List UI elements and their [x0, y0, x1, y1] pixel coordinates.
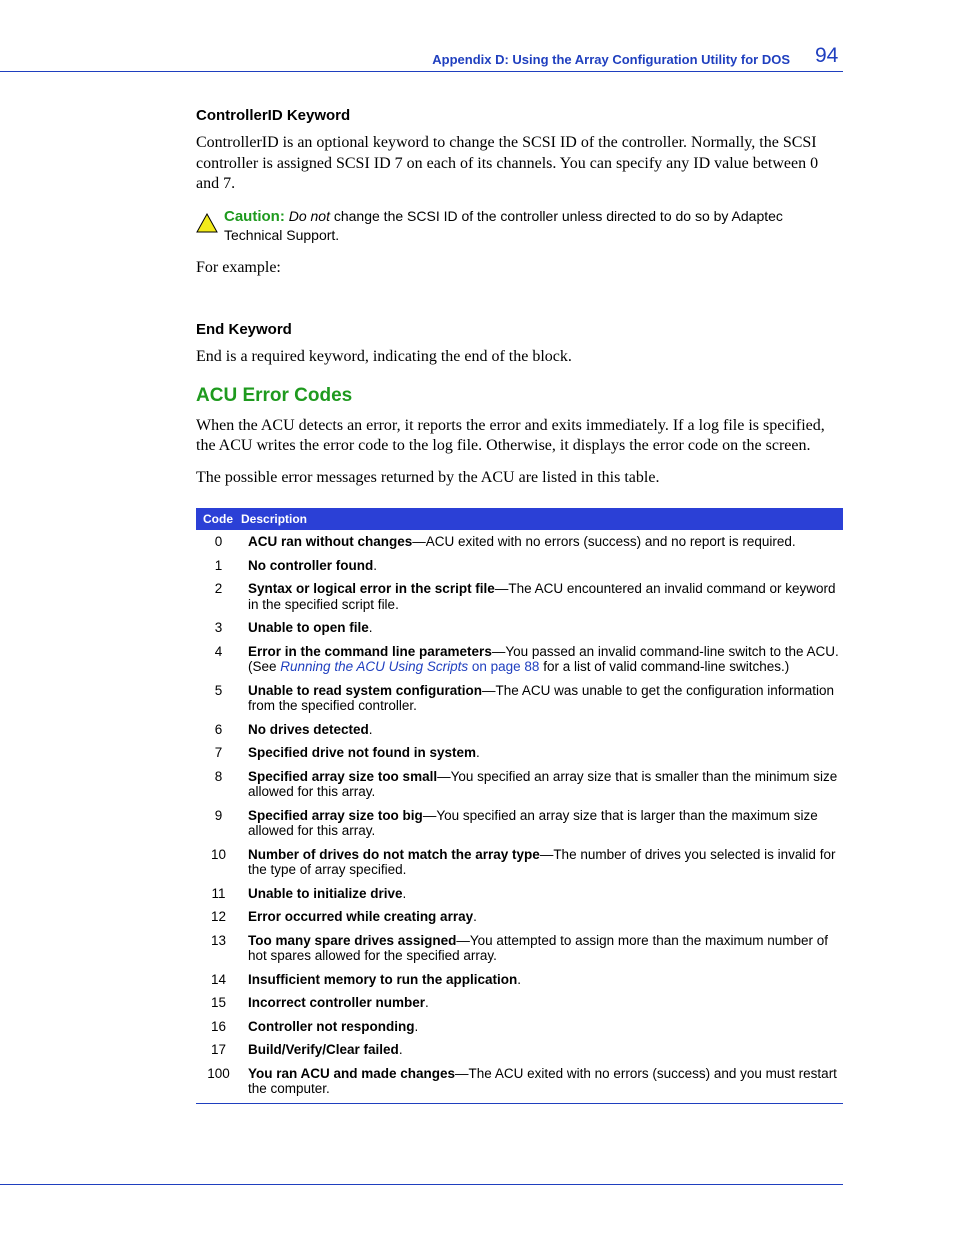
error-code: 0 — [214, 534, 223, 549]
error-title: Specified array size too big — [248, 807, 423, 823]
error-title: No controller found — [248, 557, 374, 573]
table-row — [196, 843, 843, 882]
caution-label: Caution: — [224, 207, 285, 225]
error-detail: . — [398, 1042, 403, 1057]
page-content — [196, 107, 843, 1104]
error-code: 100 — [196, 1062, 241, 1104]
error-detail: . — [476, 745, 480, 760]
error-title: Insufficient memory to run the application — [248, 971, 518, 987]
table-row — [196, 905, 843, 929]
column-header-code: Code — [196, 508, 241, 530]
error-detail: —The ACU was unable to get the configuration information from the specified controller. — [248, 682, 834, 713]
cross-reference-link[interactable] — [280, 659, 539, 674]
error-description — [241, 679, 843, 718]
error-detail: —The ACU exited with no errors (success) and you must restart the computer. — [248, 1065, 837, 1096]
table-row — [196, 718, 843, 742]
error-code: 13 — [210, 932, 227, 948]
table-row — [196, 1062, 843, 1104]
error-code: 2 — [214, 581, 223, 596]
error-detail: —The number of drives you selected is invalid for the type of array specified. — [248, 846, 836, 877]
error-title: Unable to open file — [248, 620, 369, 635]
error-detail: . — [517, 971, 522, 987]
caution-text: change the SCSI ID of the controller unless directed to do so by Adaptec Technical Support. — [224, 207, 783, 243]
error-code: 12 — [210, 909, 227, 924]
table-row — [196, 765, 843, 804]
error-description — [241, 929, 843, 968]
error-code: 8 — [214, 768, 223, 784]
error-description — [241, 843, 843, 882]
error-description — [241, 804, 843, 843]
error-detail: —You attempted to assign more than the maximum number of hot spares allowed for the specified array. — [248, 932, 829, 963]
error-codes-table — [196, 508, 843, 1104]
error-code: 16 — [210, 1018, 227, 1034]
error-detail: . — [402, 885, 407, 901]
error-title: Number of drives do not match the array type — [248, 846, 540, 862]
header-rule — [0, 71, 843, 72]
error-code: 11 — [211, 885, 226, 901]
error-code: 6 — [214, 721, 223, 737]
error-title: Error in the command line parameters — [248, 643, 492, 659]
error-description — [241, 1038, 843, 1062]
table-row — [196, 929, 843, 968]
error-title: Build/Verify/Clear failed — [248, 1042, 399, 1057]
error-code: 3 — [214, 620, 223, 635]
error-detail: . — [368, 620, 373, 635]
error-detail: —You specified an array size that is smaller than the minimum size allowed for this array. — [248, 768, 838, 799]
error-description — [241, 1062, 843, 1104]
error-code: 15 — [210, 995, 227, 1010]
error-title: Too many spare drives assigned — [248, 932, 457, 948]
error-title: Syntax or logical error in the script file — [248, 581, 495, 596]
caution-note — [196, 207, 843, 245]
error-detail: —You specified an array size that is larger than the maximum size allowed for this array. — [248, 807, 818, 838]
acu-error-codes-heading: ACU Error Codes — [196, 384, 353, 406]
table-row — [196, 1038, 843, 1062]
table-header-row — [196, 508, 843, 530]
error-title: Incorrect controller number — [248, 995, 426, 1010]
error-description — [241, 765, 843, 804]
table-row — [196, 577, 843, 616]
controllerid-paragraph: ControllerID is an optional keyword to change the SCSI ID of the controller. Normally, the SCSI controller is assigned SCSI ID 7 on each of its channels. You can specify any ID value between 0 and 7. — [196, 134, 819, 192]
controllerid-heading: ControllerID Keyword — [196, 107, 351, 124]
error-title: Specified array size too small — [248, 768, 438, 784]
error-detail: . — [368, 721, 373, 737]
error-code: 1 — [214, 557, 223, 573]
error-title: Unable to read system configuration — [248, 682, 483, 698]
error-code: 9 — [214, 807, 223, 823]
error-description — [241, 882, 843, 906]
error-detail: . — [414, 1018, 419, 1034]
error-code: 4 — [214, 643, 223, 659]
error-detail: —You passed an invalid command-line switch to the ACU. (See — [248, 643, 839, 674]
error-detail: —The ACU encountered an invalid command or keyword in the specified script file. — [248, 581, 836, 612]
error-description — [241, 530, 843, 554]
error-title: You ran ACU and made changes — [248, 1065, 456, 1081]
table-row — [196, 530, 843, 554]
table-row — [196, 640, 843, 679]
column-header-description: Description — [241, 508, 843, 530]
caution-emphasis: Do not — [288, 207, 330, 224]
table-row — [196, 804, 843, 843]
error-detail: . — [473, 909, 477, 924]
error-code: 7 — [214, 745, 223, 760]
error-title: Specified drive not found in system — [248, 745, 477, 760]
error-description — [241, 640, 843, 679]
error-codes-intro: The possible error messages returned by the ACU are listed in this table. — [196, 468, 660, 486]
error-description — [241, 991, 843, 1015]
error-description — [241, 577, 843, 616]
error-description — [241, 741, 843, 765]
table-row — [196, 1015, 843, 1039]
error-title: Unable to initialize drive — [248, 885, 403, 901]
error-title: Controller not responding — [248, 1018, 415, 1034]
error-codes-paragraph: When the ACU detects an error, it reports the error and exits immediately. If a log file is specified, the ACU writes the error code to the log file. Otherwise, it displays the error code on the screen. — [196, 416, 825, 454]
error-detail: . — [425, 995, 429, 1010]
error-detail: . — [373, 557, 378, 573]
error-description — [241, 968, 843, 992]
error-title: No drives detected — [248, 721, 369, 737]
error-description — [241, 718, 843, 742]
end-keyword-paragraph: End is a required keyword, indicating the end of the block. — [196, 348, 572, 365]
link-title: Running the ACU Using Scripts — [280, 659, 469, 674]
table-row — [196, 616, 843, 640]
table-row — [196, 968, 843, 992]
table-row — [196, 679, 843, 718]
error-code: 10 — [210, 846, 227, 862]
error-title: ACU ran without changes — [248, 534, 413, 549]
table-row — [196, 554, 843, 578]
error-description — [241, 905, 843, 929]
table-row — [196, 991, 843, 1015]
table-row — [196, 882, 843, 906]
error-detail: —ACU exited with no errors (success) and no report is required. — [412, 534, 796, 549]
error-description — [241, 554, 843, 578]
error-description — [241, 616, 843, 640]
end-keyword-heading: End Keyword — [196, 321, 292, 338]
error-code: 5 — [214, 682, 223, 698]
error-description — [241, 1015, 843, 1039]
example-label: For example: — [196, 258, 281, 276]
caution-triangle-icon — [196, 213, 218, 233]
link-page: on page 88 — [468, 659, 540, 674]
table-row — [196, 741, 843, 765]
error-code: 17 — [210, 1042, 227, 1057]
running-header-title: Appendix D: Using the Array Configuration Utility for DOS — [432, 52, 790, 67]
error-detail-end: for a list of valid command-line switches.) — [539, 659, 790, 674]
page-number: 94 — [815, 44, 839, 67]
error-title: Error occurred while creating array — [248, 909, 474, 924]
error-code: 14 — [210, 971, 227, 987]
footer-rule — [0, 1184, 843, 1185]
